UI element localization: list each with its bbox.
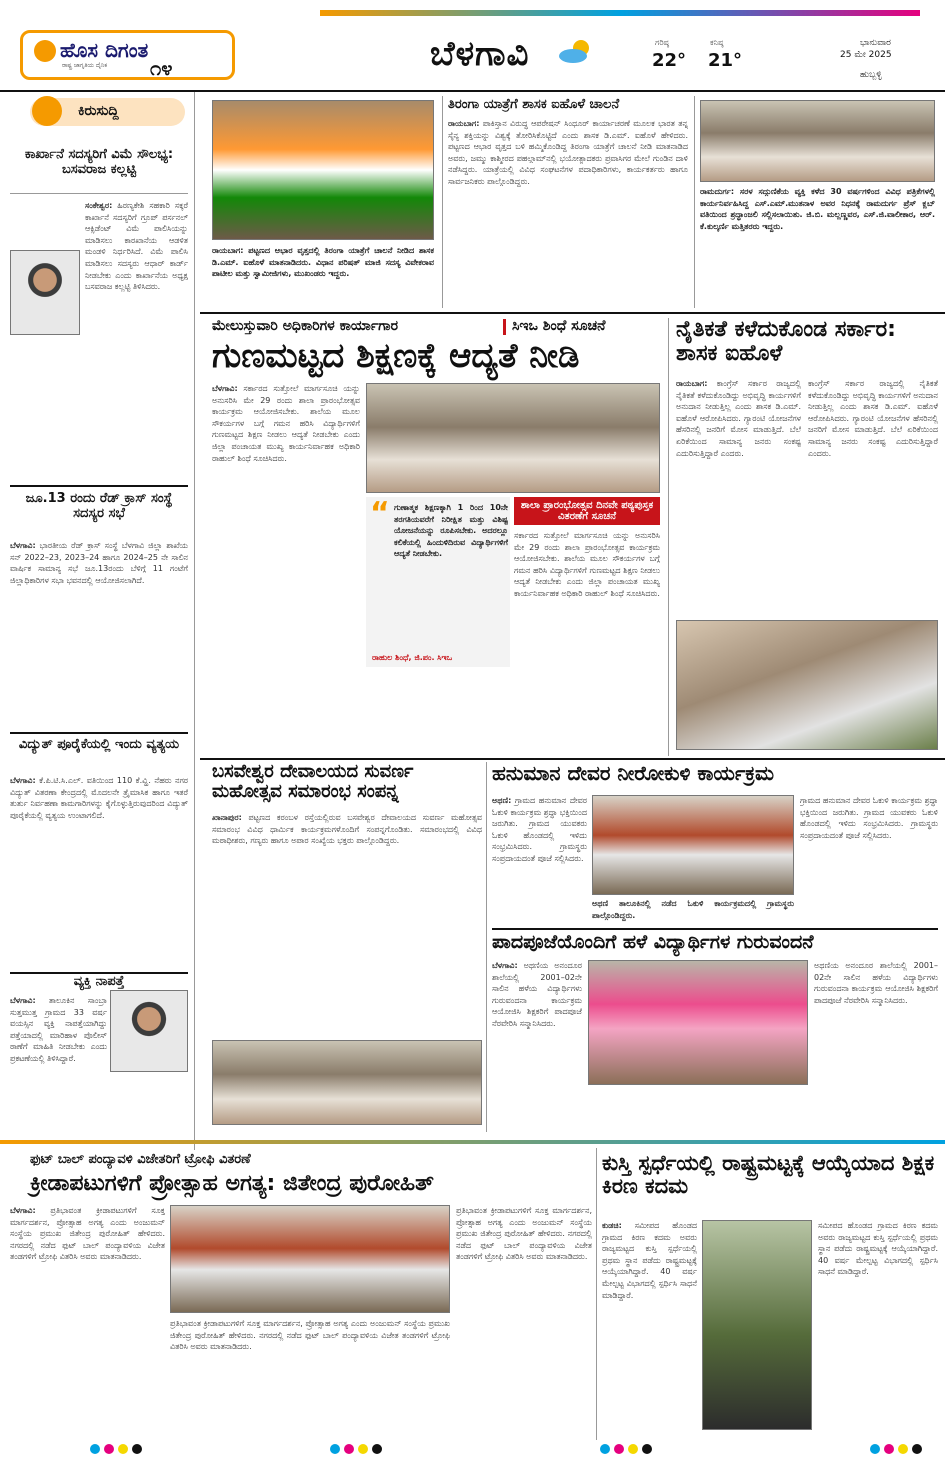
- football-body: [10, 1205, 165, 1430]
- story2-dateline: ಬೆಳಗಾವಿ:: [10, 541, 36, 550]
- okuli-text: ಗ್ರಾಮದ ಹನುಮಾನ ದೇವರ ಓಕುಳಿ ಕಾರ್ಯಕ್ರಮ ಶ್ರದ್ಧಾ ಭಕ್ತಿಯಿಂದ ಜರುಗಿತು. ಗ್ರಾಮದ ಯುವಕರು ಓಕುಳಿ ಹೊಂಡದಲ್ಲಿ ಇಳಿದು ಸಂಭ್ರಮಿಸಿದರು. ಗ್ರಾಮಸ್ಥರು ಸಂಪ್ರದಾಯದಂತೆ ಪೂಜೆ ಸಲ್ಲಿಸಿದರು.: [492, 796, 587, 863]
- football-text-cont-2: ಪ್ರತಿಭಾವಂತ ಕ್ರೀಡಾಪಟುಗಳಿಗೆ ಸೂಕ್ತ ಮಾರ್ಗದರ್ಶನ, ಪ್ರೋತ್ಸಾಹ ಅಗತ್ಯ ಎಂದು ಅಂಜುಮನ್ ಸಂಸ್ಥೆಯ ಪ್ರಮುಖ ಜಿತೇಂದ್ರ ಪುರೋಹಿತ್ ಹೇಳಿದರು. ನಗರದಲ್ಲಿ ನಡೆದ ಫುಟ್ ಬಾಲ್ ಪಂದ್ಯಾವಳಿಯ ವಿಜೇತ ತಂಡಗಳಿಗೆ ಟ್ರೋಫಿ ವಿತರಿಸಿ ಅವರು ಮಾತನಾಡಿದರು.: [456, 1206, 592, 1262]
- logo-icon: [34, 40, 56, 62]
- kicker-divider: [503, 319, 506, 335]
- red-tag: ಶಾಲಾ ಪ್ರಾರಂಭೋತ್ಸವ ದಿನವೇ ಪಠ್ಯಪುಸ್ತಕ ವಿತರಣೆಗೆ ಸೂಚನೆ: [514, 497, 660, 525]
- story2-body: [10, 540, 188, 725]
- registration-mark: [358, 1444, 368, 1454]
- story3-text: ಕೆ.ಪಿ.ಟಿ.ಸಿ.ಎಲ್. ವತಿಯಿಂದ 110 ಕೆ.ವ್ಹಿ. ನೆಹರು ನಗರ ವಿದ್ಯುತ್ ವಿತರಣಾ ಕೇಂದ್ರದಲ್ಲಿ ಮೊದಲನೇ ತ್ರೈಮಾಸಿಕ ಹಾಗೂ ಇತರೆ ತುರ್ತು ನಿರ್ವಹಣಾ ಕಾಮಗಾರಿಗಳನ್ನು ಕೈಗೊಳ್ಳುತ್ತಿರುವುದರಿಂದ ವಿದ್ಯುತ್ ಪೂರೈಕೆಯಲ್ಲಿ ವ್ಯತ್ಯಯ ಉಂಟಾಗಲಿದೆ.: [10, 776, 188, 820]
- registration-mark: [90, 1444, 100, 1454]
- alumni-headline: ಪಾದಪೂಜೆಯೊಂದಿಗೆ ಹಳೆ ವಿದ್ಯಾರ್ಥಿಗಳ ಗುರುವಂದನೆ: [492, 931, 814, 953]
- alumni-text: ಅಥಣಿಯ ಅನಂದೂರ ಶಾಲೆಯಲ್ಲಿ 2001–02ನೇ ಸಾಲಿನ ಹಳೆಯ ವಿದ್ಯಾರ್ಥಿಗಳು ಗುರುವಂದನಾ ಕಾರ್ಯಕ್ರಮ ಆಯೋಜಿಸಿ ಶಿಕ್ಷಕರಿಗೆ ಪಾದಪೂಜೆ ನೆರವೇರಿಸಿ ಸನ್ಮಾನಿಸಿದರು.: [492, 961, 582, 1028]
- wrestling-body: [602, 1220, 697, 1430]
- divider: [596, 1148, 597, 1440]
- photo3-caption: ರಾಮದುರ್ಗ: ಸರಳ ಸದ್ಗುಣಿಕೆಯ ವ್ಯಕ್ತಿ ಕಳೆದ 30 ವರ್ಷಗಳಿಂದ ವಿವಿಧ ಪತ್ರಿಕೆಗಳಲ್ಲಿ ಕಾರ್ಯನಿರ್ವಹಿಸಿದ್ದ ಎಸ್.ಎಮ್.ಮುತನಾಳ ಅವರ ನಿಧನಕ್ಕೆ ರಾಮದುರ್ಗ ಪ್ರೆಸ್ ಕ್ಲಬ್ ವತಿಯಿಂದ ಶ್ರದ್ಧಾಂಜಲಿ ಸಲ್ಲಿಸಲಾಯಿತು. ಜಿ.ಬಿ. ಮಲ್ಲಣ್ಣವರ, ಎಸ್.ಜಿ.ವಾಲೀಕಾರ, ಆರ್. ಕೆ.ಕುಲ್ಕರ್ಣಿ ಮತ್ತಿತರರು ಇದ್ದರು.: [700, 187, 935, 231]
- registration-mark: [372, 1444, 382, 1454]
- alumni-body-2: [814, 960, 938, 1130]
- lead-text: ಸರ್ಕಾರದ ಸುತ್ತೋಲೆ ಮಾರ್ಗಸೂಚಿ ಯನ್ನು ಅನುಸರಿಸಿ ಮೇ 29 ರಂದು ಶಾಲಾ ಪ್ರಾರಂಭೋತ್ಸವ ಕಾರ್ಯಕ್ರಮ ಆಯೋಜಿಸಬೇಕು. ಶಾಲೆಯ ಮೂಲ ಸೌಕರ್ಯಗಳ ಬಗ್ಗೆ ಗಮನ ಹರಿಸಿ ವಿದ್ಯಾರ್ಥಿಗಳಿಗೆ ಗುಣಮಟ್ಟದ ಶಿಕ್ಷಣ ನೀಡಲು ಆದ್ಯತೆ ನೀಡಬೇಕು ಎಂದು ಜಿಲ್ಲಾ ಪಂಚಾಯತ ಮುಖ್ಯ ಕಾರ್ಯನಿರ್ವಾಹಕ ಅಧಿಕಾರಿ ರಾಹುಲ್ ಶಿಂಧೆ ಸೂಚಿಸಿದರು.: [212, 384, 360, 463]
- registration-mark: [330, 1444, 340, 1454]
- wrestling-text-cont: ಸಮೀಪದ ಹೊಂಡದ ಗ್ರಾಮದ ಕಿರಣ ಕದಮ ಅವರು ರಾಜ್ಯಮಟ್ಟದ ಕುಸ್ತಿ ಸ್ಪರ್ಧೆಯಲ್ಲಿ ಪ್ರಥಮ ಸ್ಥಾನ ಪಡೆದು ರಾಷ್ಟ್ರಮಟ್ಟಕ್ಕೆ ಆಯ್ಕೆಯಾಗಿದ್ದಾರೆ. 40 ವರ್ಷ ಮೇಲ್ಪಟ್ಟ ವಿಭಾಗದಲ್ಲಿ ಸ್ಪರ್ಧಿಸಿ ಸಾಧನೆ ಮಾಡಿದ್ದಾರೆ.: [818, 1221, 938, 1277]
- divider: [486, 762, 487, 1132]
- story4-body: [10, 995, 107, 1140]
- rally-photo: [676, 620, 938, 750]
- okuli-body-2: [800, 795, 938, 925]
- okuli-headline: ಹನುಮಾನ ದೇವರ ನೀರೋಕುಳಿ ಕಾರ್ಯಕ್ರಮ: [492, 761, 775, 785]
- tiranga-body: [448, 118, 688, 308]
- page-number: ೧೪: [150, 56, 173, 80]
- lead-body: [212, 383, 360, 723]
- lead-kicker-2: ಸಿಇಒ ಶಿಂಧೆ ಸೂಚನೆ: [512, 318, 606, 334]
- photo1-caption: ರಾಯಬಾಗ: ಪಟ್ಟಣದ ಆಭಾರ ವೃತ್ತದಲ್ಲಿ ತಿರಂಗಾ ಯಾತ್ರೆಗೆ ಚಾಲನೆ ನೀಡಿದ ಶಾಸಕ ಡಿ.ಎಮ್. ಐಹೊಳೆ ಮಾತನಾಡಿದರು. ವಿಧಾನ ಪರಿಷತ್ ಮಾಜಿ ಸದಸ್ಯ ವಿವೇಕರಾವ ಪಾಟೀಲ ಮತ್ತು ಸ್ವಾಮೀಜಿಗಳು, ಮುಖಂಡರು ಇದ್ದರು.: [212, 246, 434, 279]
- story1-text: ಹಿರಣ್ಯಕೇಶಿ ಸಹಕಾರಿ ಸಕ್ಕರೆ ಕಾರ್ಖಾನೆ ಸದಸ್ಯರಿಗೆ ಗ್ರೂಪ್ ಪರ್ಸನಲ್ ಆಕ್ಸಿಡೆಂಟ್ ವಿಮೆ ಪಾಲಿಸಿಯನ್ನು ಮಾಡಿಸಲು ಕಾರಖಾನೆಯ ಆಡಳಿತ ಮಂಡಳಿ ನಿರ್ಧರಿಸಿದೆ. ವಿಮೆ ಪಾಲಿಸಿ ಮಾಡಿಸಲು ಸದಸ್ಯರು ಆಧಾರ್ ಕಾರ್ಡ್ ನೀಡಬೇಕು ಎಂದು ಕಾರ್ಖಾನೆಯ ಅಧ್ಯಕ್ಷ ಬಸವರಾಜ ಕಲ್ಲಟ್ಟಿ ತಿಳಿಸಿದರು.: [85, 201, 188, 292]
- divider: [442, 96, 443, 308]
- alumni-dateline: ಬೆಳಗಾವಿ:: [492, 961, 518, 970]
- right-text-cont: ಕಾಂಗ್ರೆಸ್ ಸರ್ಕಾರ ರಾಜ್ಯದಲ್ಲಿ ನೈತಿಕತೆ ಕಳೆದುಕೊಂಡಿದ್ದು ಅಭಿವೃದ್ಧಿ ಕಾರ್ಯಗಳಿಗೆ ಅನುದಾನ ನೀಡುತ್ತಿಲ್ಲ ಎಂದು ಶಾಸಕ ಡಿ.ಎಮ್. ಐಹೊಳೆ ಆರೋಪಿಸಿದರು. ಗ್ಯಾರಂಟಿ ಯೋಜನೆಗಳ ಹೆಸರಿನಲ್ಲಿ ಜನರಿಗೆ ಮೋಸ ಮಾಡುತ್ತಿದೆ. ಬೆಲೆ ಏರಿಕೆಯಿಂದ ಸಾಮಾನ್ಯ ಜನರು ಸಂಕಷ್ಟ ಎದುರಿಸುತ್ತಿದ್ದಾರೆ ಎಂದರು.: [808, 379, 938, 458]
- press-club-photo: [700, 100, 935, 182]
- temple-text: ಪಟ್ಟಣದ ಕರಂಬಳ ರಸ್ತೆಯಲ್ಲಿರುವ ಬಸವೇಶ್ವರ ದೇವಾಲಯದ ಸುವರ್ಣ ಮಹೋತ್ಸವ ಸಮಾರಂಭ ವಿವಿಧ ಧಾರ್ಮಿಕ ಕಾರ್ಯಕ್ರಮಗಳೊಂದಿಗೆ ಸಂಪನ್ನಗೊಂಡಿತು. ಸಮಾರಂಭದಲ್ಲಿ ವಿವಿಧ ಮಠಾಧೀಶರು, ಗಣ್ಯರು ಹಾಗೂ ಅಪಾರ ಸಂಖ್ಯೆಯ ಭಕ್ತರು ಪಾಲ್ಗೊಂಡಿದ್ದರು.: [212, 813, 482, 846]
- registration-mark: [870, 1444, 880, 1454]
- right-dateline: ರಾಯಬಾಗ:: [676, 379, 708, 388]
- quote-icon: “: [370, 496, 390, 531]
- date: 25 ಮೇ 2025: [840, 50, 892, 60]
- quote-author: ರಾಹುಲ ಶಿಂಧೆ, ಜಿ.ಪಂ. ಸಿಇಒ: [372, 653, 453, 662]
- city-title: ಬೆಳಗಾವಿ: [430, 34, 530, 74]
- tiranga-text: ಪಾಕಿಸ್ತಾನ ವಿರುದ್ಧ ಆಪರೇಷನ್ ಸಿಂಧೂರ್ ಕಾರ್ಯಾಚರಣೆ ಮೂಲಕ ಭಾರತ ತನ್ನ ಸೈನ್ಯ ಶಕ್ತಿಯನ್ನು ವಿಶ್ವಕ್ಕೆ ತೋರಿಸಿಕೊಟ್ಟಿದೆ ಎಂದು ಶಾಸಕ ಡಿ.ಎಮ್. ಐಹೊಳೆ ಹೇಳಿದರು. ಪಟ್ಟಣದ ಆಭಾರ ವೃತ್ತದ ಬಳಿ ಹಮ್ಮಿಕೊಂಡಿದ್ದ ತಿರಂಗಾ ಯಾತ್ರೆಗೆ ಚಾಲನೆ ನೀಡಿ ಮಾತನಾಡಿದ ಅವರು, ಜಮ್ಮು ಕಾಶ್ಮೀರದ ಪಹಲ್ಗಾಮ್‌ನಲ್ಲಿ ಭಯೋತ್ಪಾದಕರು ಪ್ರವಾಸಿಗರ ಮೇಲೆ ಗುಂಡಿನ ದಾಳಿ ನಡೆಸಿದ್ದರು. ಯಾತ್ರೆಯಲ್ಲಿ ವಿವಿಧ ಸಂಘಟನೆಗಳ ಪದಾಧಿಕಾರಿಗಳು, ಕಾರ್ಯಕರ್ತರು ಹಾಗೂ ಸಾರ್ವಜನಿಕರು ಪಾಲ್ಗೊಂಡಿದ್ದರು.: [448, 119, 688, 186]
- alumni-body: [492, 960, 582, 1130]
- story4-dateline: ಬೆಳಗಾವಿ:: [10, 996, 36, 1005]
- temple-headline: ಬಸವೇಶ್ವರ ದೇವಾಲಯದ ಸುವರ್ಣ ಮಹೋತ್ಸವ ಸಮಾರಂಭ ಸಂಪನ್ನ: [212, 761, 414, 802]
- hand-icon: [32, 96, 62, 126]
- wrestling-body-2: [818, 1220, 938, 1430]
- story4-headline: ವ್ಯಕ್ತಿ ನಾಪತ್ತೆ: [73, 974, 125, 989]
- story3-headline: ವಿದ್ಯುತ್ ಪೂರೈಕೆಯಲ್ಲಿ ಇಂದು ವ್ಯತ್ಯಯ: [18, 737, 180, 752]
- okuli-dateline: ಅಥಣಿ:: [492, 796, 512, 805]
- divider: [200, 758, 945, 760]
- logo-title: ಹೊಸ ದಿಗಂತ: [60, 38, 149, 62]
- story3-body: [10, 775, 188, 965]
- meeting-photo: [366, 383, 660, 493]
- okuli-photo: [592, 795, 794, 895]
- divider: [10, 193, 188, 194]
- alumni-photo: [588, 960, 808, 1085]
- divider: [10, 732, 188, 734]
- football-body-2: [170, 1318, 450, 1430]
- football-text-cont: ಪ್ರತಿಭಾವಂತ ಕ್ರೀಡಾಪಟುಗಳಿಗೆ ಸೂಕ್ತ ಮಾರ್ಗದರ್ಶನ, ಪ್ರೋತ್ಸಾಹ ಅಗತ್ಯ ಎಂದು ಅಂಜುಮನ್ ಸಂಸ್ಥೆಯ ಪ್ರಮುಖ ಜಿತೇಂದ್ರ ಪುರೋಹಿತ್ ಹೇಳಿದರು. ನಗರದಲ್ಲಿ ನಡೆದ ಫುಟ್ ಬಾಲ್ ಪಂದ್ಯಾವಳಿಯ ವಿಜೇತ ತಂಡಗಳಿಗೆ ಟ್ರೋಫಿ ವಿತರಿಸಿ ಅವರು ಮಾತನಾಡಿದರು.: [170, 1319, 450, 1352]
- registration-mark: [118, 1444, 128, 1454]
- wrestling-headline: ಕುಸ್ತಿ ಸ್ಪರ್ಧೆಯಲ್ಲಿ ರಾಷ್ಟ್ರಮಟ್ಟಕ್ಕೆ ಆಯ್ಕೆಯಾದ ಶಿಕ್ಷಕ ಕಿರಣ ಕದಮ: [602, 1151, 935, 1199]
- temp-min: 21°: [708, 50, 743, 71]
- temple-body: [212, 812, 482, 1032]
- lead-headline: ಗುಣಮಟ್ಟದ ಶಿಕ್ಷಣಕ್ಕೆ ಆದ್ಯತೆ ನೀಡಿ: [212, 336, 580, 376]
- football-body-3: [456, 1205, 592, 1430]
- lead-text-cont: ಸರ್ಕಾರದ ಸುತ್ತೋಲೆ ಮಾರ್ಗಸೂಚಿ ಯನ್ನು ಅನುಸರಿಸಿ ಮೇ 29 ರಂದು ಶಾಲಾ ಪ್ರಾರಂಭೋತ್ಸವ ಕಾರ್ಯಕ್ರಮ ಆಯೋಜಿಸಬೇಕು. ಶಾಲೆಯ ಮೂಲ ಸೌಕರ್ಯಗಳ ಬಗ್ಗೆ ಗಮನ ಹರಿಸಿ ವಿದ್ಯಾರ್ಥಿಗಳಿಗೆ ಗುಣಮಟ್ಟದ ಶಿಕ್ಷಣ ನೀಡಲು ಆದ್ಯತೆ ನೀಡಬೇಕು ಎಂದು ಜಿಲ್ಲಾ ಪಂಚಾಯತ ಮುಖ್ಯ ಕಾರ್ಯನಿರ್ವಾಹಕ ಅಧಿಕಾರಿ ರಾಹುಲ್ ಶಿಂಧೆ ಸೂಚಿಸಿದರು.: [514, 531, 660, 598]
- divider: [694, 96, 695, 308]
- temp-max-label: ಗರಿಷ್ಠ: [655, 38, 669, 47]
- story1-body: [85, 200, 188, 370]
- story4-text: ತಾಲೂಕಿನ ಸಾಂಬ್ರಾ ಸುತ್ತಮುತ್ತ ಗ್ರಾಮದ 33 ವರ್ಷ ವಯಸ್ಸಿನ ವ್ಯಕ್ತಿ ನಾಪತ್ತೆಯಾಗಿದ್ದು ಪತ್ತೆಯಾದಲ್ಲಿ ಮಾರಿಹಾಳ ಪೊಲೀಸ್ ಠಾಣೆಗೆ ಮಾಹಿತಿ ನೀಡಬೇಕು ಎಂದು ಪ್ರಕಟಣೆಯಲ್ಲಿ ತಿಳಿಸಿದ್ದಾರೆ.: [10, 996, 107, 1063]
- okuli-body: [492, 795, 587, 925]
- quote-text: ಗುಣಾತ್ಮಕ ಶಿಕ್ಷಣಕ್ಕಾಗಿ 1 ರಿಂದ 10ನೇ ತರಗತಿಯವರೆಗೆ ನಿರೀಕ್ಷಿತ ಮತ್ತು ವಿಶಿಷ್ಟ ಯೋಜನೆಯನ್ನು ರೂಪಿಸಬೇಕು. ಅದರಲ್ಲೂ ಕಲಿಕೆಯಲ್ಲಿ ಹಿಂದುಳಿದಿರುವ ವಿದ್ಯಾರ್ಥಿಗಳಿಗೆ ಆದ್ಯತೆ ನೀಡಬೇಕು.: [394, 503, 508, 559]
- tiranga-headline: ತಿರಂಗಾ ಯಾತ್ರೆಗೆ ಶಾಸಕ ಐಹೊಳೆ ಚಾಲನೆ: [448, 97, 620, 112]
- weather-icon: [555, 38, 595, 64]
- divider: [0, 1140, 945, 1144]
- registration-mark: [132, 1444, 142, 1454]
- registration-mark: [642, 1444, 652, 1454]
- football-kicker: ಫುಟ್ ಬಾಲ್ ಪಂದ್ಯಾವಳಿ ವಿಜೇತರಿಗೆ ಟ್ರೋಫಿ ವಿತರಣೆ: [30, 1152, 251, 1167]
- wrestling-dateline: ಕುಡಚಿ:: [602, 1221, 622, 1230]
- okuli-text-cont: ಗ್ರಾಮದ ಹನುಮಾನ ದೇವರ ಓಕುಳಿ ಕಾರ್ಯಕ್ರಮ ಶ್ರದ್ಧಾ ಭಕ್ತಿಯಿಂದ ಜರುಗಿತು. ಗ್ರಾಮದ ಯುವಕರು ಓಕುಳಿ ಹೊಂಡದಲ್ಲಿ ಇಳಿದು ಸಂಭ್ರಮಿಸಿದರು. ಗ್ರಾಮಸ್ಥರು ಸಂಪ್ರದಾಯದಂತೆ ಪೂಜೆ ಸಲ್ಲಿಸಿದರು.: [800, 796, 938, 840]
- divider: [10, 485, 188, 487]
- logo-tagline: ರಾಷ್ಟ್ರ ಜಾಗೃತಿಯ ದೈನಿಕ: [62, 62, 108, 69]
- right-body-2: [808, 378, 938, 613]
- temple-photo: [212, 1040, 482, 1125]
- registration-mark: [600, 1444, 610, 1454]
- registration-mark: [898, 1444, 908, 1454]
- football-text: ಪ್ರತಿಭಾವಂತ ಕ್ರೀಡಾಪಟುಗಳಿಗೆ ಸೂಕ್ತ ಮಾರ್ಗದರ್ಶನ, ಪ್ರೋತ್ಸಾಹ ಅಗತ್ಯ ಎಂದು ಅಂಜುಮನ್ ಸಂಸ್ಥೆಯ ಪ್ರಮುಖ ಜಿತೇಂದ್ರ ಪುರೋಹಿತ್ ಹೇಳಿದರು. ನಗರದಲ್ಲಿ ನಡೆದ ಫುಟ್ ಬಾಲ್ ಪಂದ್ಯಾವಳಿಯ ವಿಜೇತ ತಂಡಗಳಿಗೆ ಟ್ರೋಫಿ ವಿತರಿಸಿ ಅವರು ಮಾತನಾಡಿದರು.: [10, 1206, 165, 1262]
- story3-dateline: ಬೆಳಗಾವಿ:: [10, 776, 36, 785]
- lead-kicker: ಮೇಲುಸ್ತುವಾರಿ ಅಧಿಕಾರಿಗಳ ಕಾರ್ಯಾಗಾರ: [212, 318, 399, 334]
- section-title: ಕಿರುಸುದ್ದಿ: [78, 103, 119, 119]
- divider: [492, 928, 938, 930]
- registration-mark: [614, 1444, 624, 1454]
- tiranga-dateline: ರಾಯಬಾಗ:: [448, 119, 480, 128]
- person-photo: [10, 250, 80, 335]
- right-text: ಕಾಂಗ್ರೆಸ್ ಸರ್ಕಾರ ರಾಜ್ಯದಲ್ಲಿ ನೈತಿಕತೆ ಕಳೆದುಕೊಂಡಿದ್ದು ಅಭಿವೃದ್ಧಿ ಕಾರ್ಯಗಳಿಗೆ ಅನುದಾನ ನೀಡುತ್ತಿಲ್ಲ ಎಂದು ಶಾಸಕ ಡಿ.ಎಮ್. ಐಹೊಳೆ ಆರೋಪಿಸಿದರು. ಗ್ಯಾರಂಟಿ ಯೋಜನೆಗಳ ಹೆಸರಿನಲ್ಲಿ ಜನರಿಗೆ ಮೋಸ ಮಾಡುತ್ತಿದೆ. ಬೆಲೆ ಏರಿಕೆಯಿಂದ ಸಾಮಾನ್ಯ ಜನರು ಸಂಕಷ್ಟ ಎದುರಿಸುತ್ತಿದ್ದಾರೆ ಎಂದರು.: [676, 379, 801, 458]
- story1-dateline: ಸಂಕೇಶ್ವರ:: [85, 201, 113, 210]
- registration-mark: [628, 1444, 638, 1454]
- right-body: [676, 378, 801, 613]
- temp-min-label: ಕನಿಷ್ಠ: [710, 38, 724, 47]
- registration-mark: [104, 1444, 114, 1454]
- alumni-text-cont: ಅಥಣಿಯ ಅನಂದೂರ ಶಾಲೆಯಲ್ಲಿ 2001–02ನೇ ಸಾಲಿನ ಹಳೆಯ ವಿದ್ಯಾರ್ಥಿಗಳು ಗುರುವಂದನಾ ಕಾರ್ಯಕ್ರಮ ಆಯೋಜಿಸಿ ಶಿಕ್ಷಕರಿಗೆ ಪಾದಪೂಜೆ ನೆರವೇರಿಸಿ ಸನ್ಮಾನಿಸಿದರು.: [814, 961, 938, 1005]
- story2-text: ಭಾರತೀಯ ರೆಡ್ ಕ್ರಾಸ್ ಸಂಸ್ಥೆ ಬೆಳಗಾವಿ ಜಿಲ್ಲಾ ಶಾಖೆಯ ಸನ್ 2022–23, 2023–24 ಹಾಗೂ 2024–25 ನೇ ಸಾಲಿನ ವಾರ್ಷಿಕ ಸಾಮಾನ್ಯ ಸಭೆ ಜೂ.13ರಂದು ಬೆಳಿಗ್ಗೆ 11 ಗಂಟೆಗೆ ಜಿಲ್ಲಾಧಿಕಾರಿಗಳ ಸಭಾ ಭವನದಲ್ಲಿ ಆಯೋಜಿಸಲಾಗಿದೆ.: [10, 541, 188, 585]
- place: ಹುಬ್ಬಳ್ಳಿ: [860, 70, 882, 80]
- wrestler-photo: [702, 1220, 812, 1430]
- date-day: ಭಾನುವಾರ: [860, 38, 891, 48]
- football-headline: ಕ್ರೀಡಾಪಟುಗಳಿಗೆ ಪ್ರೋತ್ಸಾಹ ಅಗತ್ಯ: ಜಿತೇಂದ್ರ ಪುರೋಹಿತ್: [30, 1171, 434, 1196]
- tiranga-photo: [212, 100, 434, 240]
- divider: [668, 318, 669, 756]
- registration-mark: [884, 1444, 894, 1454]
- lead-body-2: [514, 530, 660, 775]
- missing-person-photo: [110, 990, 188, 1072]
- registration-mark: [344, 1444, 354, 1454]
- football-dateline: ಬೆಳಗಾವಿ:: [10, 1206, 36, 1215]
- okuli-caption: ಅಥಣಿ ತಾಲೂಕಿನಲ್ಲಿ ನಡೆದ ಓಕುಳಿ ಕಾರ್ಯಕ್ರಮದಲ್ಲಿ ಗ್ರಾಮಸ್ಥರು ಪಾಲ್ಗೊಂಡಿದ್ದರು.: [592, 899, 794, 920]
- football-photo: [170, 1205, 450, 1313]
- registration-mark: [912, 1444, 922, 1454]
- wrestling-text: ಸಮೀಪದ ಹೊಂಡದ ಗ್ರಾಮದ ಕಿರಣ ಕದಮ ಅವರು ರಾಜ್ಯಮಟ್ಟದ ಕುಸ್ತಿ ಸ್ಪರ್ಧೆಯಲ್ಲಿ ಪ್ರಥಮ ಸ್ಥಾನ ಪಡೆದು ರಾಷ್ಟ್ರಮಟ್ಟಕ್ಕೆ ಆಯ್ಕೆಯಾಗಿದ್ದಾರೆ. 40 ವರ್ಷ ಮೇಲ್ಪಟ್ಟ ವಿಭಾಗದಲ್ಲಿ ಸ್ಪರ್ಧಿಸಿ ಸಾಧನೆ ಮಾಡಿದ್ದಾರೆ.: [602, 1221, 697, 1300]
- right-headline: ನೈತಿಕತೆ ಕಳೆದುಕೊಂಡ ಸರ್ಕಾರ: ಶಾಸಕ ಐಹೊಳೆ: [676, 317, 896, 367]
- divider: [200, 312, 945, 314]
- temple-dateline: ಖಾನಾಪುರ:: [212, 813, 242, 822]
- color-bar: [320, 10, 920, 16]
- temp-max: 22°: [652, 50, 687, 71]
- story1-headline: ಕಾರ್ಖಾನೆ ಸದಸ್ಯರಿಗೆ ವಿಮೆ ಸೌಲಭ್ಯ: ಬಸವರಾಜ ಕಲ್ಲಟ್ಟಿ: [24, 147, 174, 177]
- story2-headline: ಜೂ.13 ರಂದು ರೆಡ್ ಕ್ರಾಸ್ ಸಂಸ್ಥೆ ಸದಸ್ಯರ ಸಭೆ: [25, 491, 173, 521]
- lead-dateline: ಬೆಳಗಾವಿ:: [212, 384, 238, 393]
